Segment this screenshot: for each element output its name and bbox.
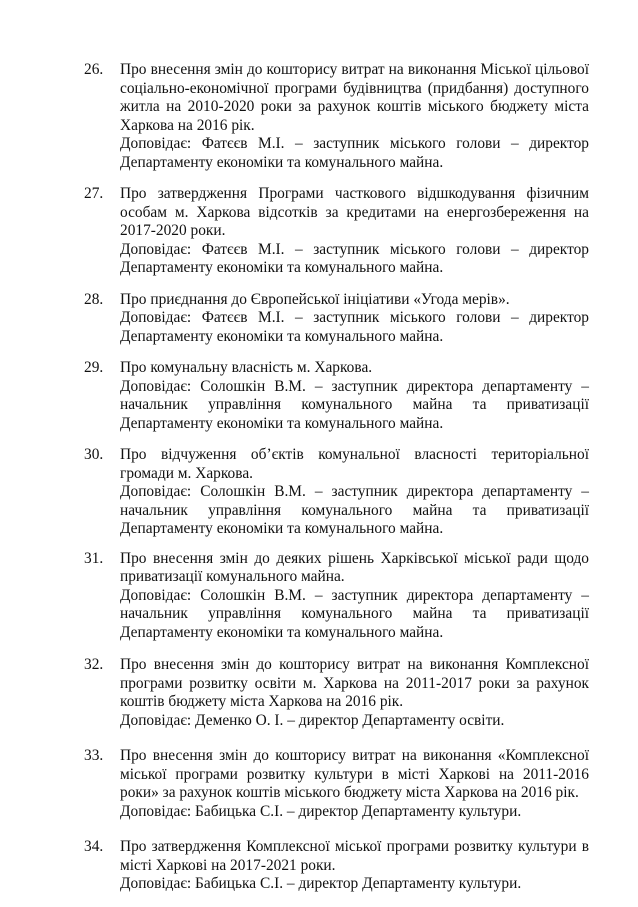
item-title: Про комунальну власність м. Харкова.	[120, 359, 373, 376]
item-body	[120, 359, 589, 433]
item-speaker: Доповідає: Бабицька С.І. – директор Департаменту культури.	[120, 875, 522, 892]
agenda-item-27	[84, 185, 589, 278]
item-title: Про відчуження об’єктів комунальної власності територіальної громади м. Харкова.	[120, 446, 589, 482]
agenda-item-30	[84, 446, 589, 539]
item-number: 26.	[84, 61, 104, 78]
item-number: 31.	[84, 549, 104, 567]
item-speaker: Доповідає: Солошкін В.М. – заступник директора департаменту – начальник управління комунального майна та приватизації Департаменту економіки та комунального майна.	[120, 483, 589, 537]
item-body	[120, 61, 589, 172]
item-body	[120, 291, 589, 347]
agenda-list	[84, 61, 589, 907]
item-speaker: Доповідає: Бабицька С.І. – директор Департаменту культури.	[120, 802, 522, 820]
item-title: Про внесення змін до кошторису витрат на виконання «Комплексної міської програми розвитку культури в місті Харкові на 2011-2016 роки» за рахунок коштів міського бюджету міста Харкова на 2016 рік.	[120, 747, 589, 801]
item-body	[120, 747, 589, 821]
agenda-item-31	[84, 550, 589, 643]
item-speaker: Доповідає: Фатєєв М.І. – заступник міського голови – директор Департаменту економіки та комунального майна.	[120, 240, 589, 276]
item-body	[120, 550, 589, 643]
agenda-item-29	[84, 359, 589, 433]
item-title: Про затвердження Комплексної міської програми розвитку культури в місті Харкові на 2017-2021 роки.	[120, 838, 589, 874]
item-title: Про внесення змін до кошторису витрат на виконання Комплексної програми розвитку освіти м. Харкова на 2011-2017 роки за рахунок коштів бюджету міста Харкова на 2016 рік.	[120, 656, 589, 710]
item-number: 32.	[84, 656, 104, 673]
item-speaker: Доповідає: Солошкін В.М. – заступник директора департаменту – начальник управління комунального майна та приватизації Департаменту економіки та комунального майна.	[120, 586, 589, 641]
item-number: 33.	[84, 747, 104, 764]
agenda-item-34	[84, 838, 589, 894]
item-number: 34.	[84, 838, 104, 855]
agenda-item-28	[84, 291, 589, 347]
item-number: 30.	[84, 446, 104, 463]
item-body	[120, 185, 589, 278]
item-title: Про приєднання до Європейської ініціативи «Угода мерів».	[120, 290, 510, 308]
item-title: Про затвердження Програми часткового відшкодування фізичним особам м. Харкова відсотків за кредитами на енергозбереження на 2017-2020 роки.	[120, 185, 589, 239]
agenda-item-26	[84, 61, 589, 172]
item-number: 27.	[84, 185, 104, 202]
item-title: Про внесення змін до деяких рішень Харківської міської ради щодо приватизації комунального майна.	[120, 549, 589, 585]
item-number: 28.	[84, 290, 104, 308]
item-body	[120, 446, 589, 539]
item-speaker: Доповідає: Солошкін В.М. – заступник директора департаменту – начальник управління комунального майна та приватизації Департаменту економіки та комунального майна.	[120, 377, 589, 432]
item-body	[120, 656, 589, 730]
item-body	[120, 838, 589, 894]
item-speaker: Доповідає: Фатєєв М.І. – заступник міського голови – директор Департаменту економіки та комунального майна.	[120, 309, 589, 345]
item-title: Про внесення змін до кошторису витрат на виконання Міської цільової соціально-економічної програми будівництва (придбання) доступного житла на 2010-2020 роки за рахунок коштів міського бюджету міста Харкова на 2016 рік.	[120, 61, 589, 134]
item-speaker: Доповідає: Деменко О. І. – директор Департаменту освіти.	[120, 711, 505, 729]
item-speaker: Доповідає: Фатєєв М.І. – заступник міського голови – директор Департаменту економіки та комунального майна.	[120, 135, 589, 171]
agenda-item-32	[84, 656, 589, 730]
agenda-item-33	[84, 747, 589, 821]
item-number: 29.	[84, 359, 104, 376]
